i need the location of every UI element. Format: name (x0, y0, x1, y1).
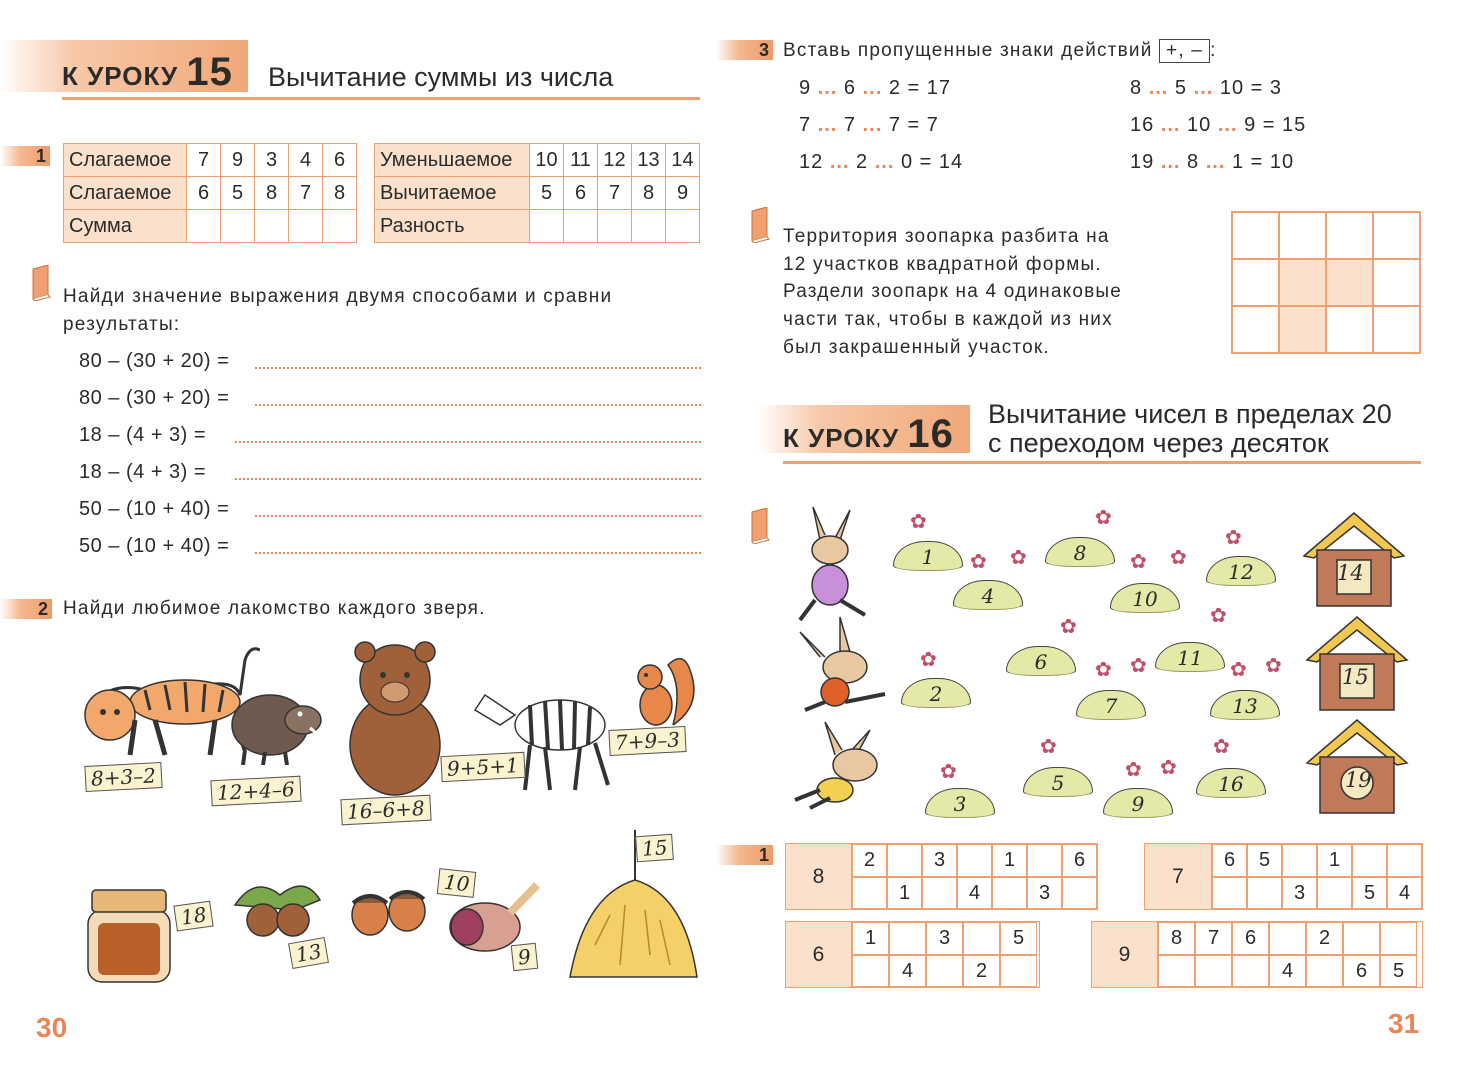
zoo-cell[interactable] (1373, 212, 1420, 259)
box-cell[interactable] (1282, 844, 1317, 877)
boar-illustration (225, 680, 325, 765)
box-cell[interactable] (852, 877, 887, 909)
house-number[interactable]: 15 (1342, 665, 1369, 689)
bear-illustration (340, 640, 450, 800)
book-icon (30, 265, 52, 301)
zoo-cell[interactable] (1326, 306, 1373, 353)
squirrel-illustration (628, 645, 703, 730)
flower-icon: ✿ (1170, 547, 1187, 569)
cell: 9 (221, 144, 255, 177)
flower-icon: ✿ (1225, 527, 1242, 549)
row-label: Уменьшаемое (375, 144, 530, 177)
task-instruction: Вставь пропущенные знаки действий (783, 40, 1153, 61)
sign-gap[interactable]: ... (829, 151, 850, 173)
number-hill[interactable]: 5 (1023, 767, 1093, 797)
lesson-title: Вычитание суммы из числа (268, 62, 614, 92)
box-cell[interactable] (887, 844, 922, 877)
flower-icon: ✿ (1210, 605, 1227, 627)
sign-gap[interactable]: ... (862, 77, 883, 99)
flower-icon: ✿ (920, 649, 937, 671)
box-cell[interactable] (1158, 955, 1195, 987)
number-hill[interactable]: 1 (893, 541, 963, 571)
flower-icon: ✿ (910, 511, 927, 533)
box-cell: 1 (852, 922, 889, 955)
box-cell[interactable] (1212, 877, 1247, 909)
box-cell[interactable] (963, 922, 1000, 955)
page-number: 31 (1388, 1008, 1420, 1039)
answer-cell[interactable] (187, 210, 221, 243)
expression: 80 – (30 + 20) = (79, 387, 230, 409)
lesson-label (783, 412, 954, 457)
number-tag: 18 (173, 901, 214, 932)
house-illustration (1299, 508, 1409, 608)
sign-gap[interactable]: ... (1193, 77, 1214, 99)
table-row (375, 210, 700, 243)
box-cell[interactable] (1232, 955, 1269, 987)
lesson-underline (783, 461, 1421, 464)
flower-icon: ✿ (1010, 547, 1027, 569)
zoo-cell[interactable] (1373, 306, 1420, 353)
task-text: Найди любимое лакомство каждого зверя. (63, 598, 486, 619)
flower-icon: ✿ (1060, 616, 1077, 638)
cell: 8 (323, 177, 357, 210)
flower-icon: ✿ (970, 551, 987, 573)
cell: 6 (323, 144, 357, 177)
decomposition-box (1144, 843, 1423, 910)
lesson-label (62, 50, 233, 95)
lesson-label-text: К УРОКУ (62, 61, 179, 91)
equation: 9 ... 6 ... 2 = 17 (799, 77, 952, 99)
lesson-label-text: К УРОКУ (783, 423, 900, 453)
decomposition-box (785, 843, 1098, 910)
flower-icon: ✿ (1230, 659, 1247, 681)
flower-icon: ✿ (1125, 759, 1142, 781)
row-label: Разность (375, 210, 530, 243)
box-cell[interactable] (1027, 844, 1062, 877)
expression-tag: 12+4–6 (210, 776, 301, 807)
box-cell[interactable] (852, 955, 889, 987)
zoo-cell-shaded[interactable] (1279, 306, 1326, 353)
cell: 5 (530, 177, 564, 210)
number-hill[interactable]: 7 (1076, 690, 1146, 720)
expression: 50 – (10 + 40) = (79, 498, 230, 520)
house-illustration (1302, 715, 1412, 815)
sign-gap[interactable]: ... (817, 77, 838, 99)
task-text: Вставь пропущенные знаки действий +, – : (783, 40, 1217, 61)
nuts-illustration (225, 875, 325, 945)
lesson-underline (62, 97, 700, 100)
addend-table (63, 143, 357, 243)
box-head: 7 (1145, 844, 1212, 909)
answer-cell[interactable] (289, 210, 323, 243)
zoo-cell[interactable] (1232, 212, 1279, 259)
number-hill[interactable]: 3 (925, 788, 995, 818)
equation: 7 ... 7 ... 7 = 7 (799, 114, 939, 136)
flower-icon: ✿ (1040, 736, 1057, 758)
box-cell[interactable] (1062, 877, 1097, 909)
cell: 4 (289, 144, 323, 177)
zoo-cell[interactable] (1232, 259, 1279, 306)
number-hill[interactable]: 6 (1006, 646, 1076, 676)
sign-gap[interactable]: ... (1160, 151, 1181, 173)
table-row (64, 210, 357, 243)
row-label: Вычитаемое (375, 177, 530, 210)
number-hill[interactable]: 10 (1110, 583, 1180, 613)
sign-gap[interactable]: ... (817, 114, 838, 136)
flower-icon: ✿ (1095, 659, 1112, 681)
box-cell: 4 (957, 877, 992, 909)
haystack-illustration (565, 825, 700, 980)
box-head: 8 (786, 844, 852, 909)
equation: 19 ... 8 ... 1 = 10 (1130, 151, 1295, 173)
answer-line[interactable] (235, 478, 701, 480)
row-label: Сумма (64, 210, 187, 243)
zoo-cell[interactable] (1232, 306, 1279, 353)
answer-cell[interactable] (323, 210, 357, 243)
box-cell: 1 (1317, 844, 1352, 877)
box-cell: 6 (1062, 844, 1097, 877)
zoo-cell[interactable] (1279, 212, 1326, 259)
box-cell: 5 (1000, 922, 1037, 955)
box-cell: 3 (1282, 877, 1317, 909)
box-cell[interactable] (1306, 955, 1343, 987)
expression-tag: 7+9–3 (608, 726, 686, 756)
box-cell[interactable] (889, 922, 926, 955)
zoo-grid[interactable] (1231, 211, 1421, 354)
flower-icon: ✿ (1213, 736, 1230, 758)
sign-gap[interactable]: ... (862, 114, 883, 136)
cell: 8 (632, 177, 666, 210)
box-cell[interactable] (1269, 922, 1306, 955)
box-head: 6 (786, 922, 852, 987)
number-hill[interactable]: 9 (1103, 788, 1173, 818)
cell: 6 (564, 177, 598, 210)
number-hill[interactable]: 8 (1045, 537, 1115, 567)
box-cell[interactable] (1317, 877, 1352, 909)
number-hill[interactable]: 16 (1196, 768, 1266, 798)
box-cell[interactable] (926, 955, 963, 987)
expression: 80 – (30 + 20) = (79, 350, 230, 372)
sign-gap[interactable]: ... (1160, 114, 1181, 136)
sign-gap[interactable]: ... (1205, 151, 1226, 173)
flower-icon: ✿ (1130, 551, 1147, 573)
table-row (64, 144, 357, 177)
answer-line[interactable] (255, 552, 701, 554)
box-cell: 8 (1158, 922, 1195, 955)
cell: 13 (632, 144, 666, 177)
equation: 12 ... 2 ... 0 = 14 (799, 151, 964, 173)
expression-tag: 9+5+1 (440, 752, 525, 782)
house-illustration (1302, 612, 1412, 712)
flower-icon: ✿ (940, 761, 957, 783)
task-text: результаты: (63, 314, 181, 335)
number-hill[interactable]: 2 (901, 678, 971, 708)
page-number: 30 (36, 1012, 68, 1043)
number-tag: 15 (635, 834, 674, 863)
box-cell: 2 (1306, 922, 1343, 955)
answer-cell[interactable] (221, 210, 255, 243)
answer-line[interactable] (255, 404, 701, 406)
cell: 7 (187, 144, 221, 177)
flower-icon: ✿ (1095, 507, 1112, 529)
cell: 5 (221, 177, 255, 210)
expression: 18 – (4 + 3) = (79, 461, 207, 483)
subtraction-table (374, 143, 700, 243)
number-tag: 10 (437, 868, 477, 898)
box-cell[interactable] (992, 877, 1027, 909)
box-cell[interactable] (1000, 955, 1037, 987)
expression-tag: 8+3–2 (84, 762, 162, 792)
box-head: 9 (1092, 922, 1158, 987)
number-hill[interactable]: 12 (1206, 556, 1276, 586)
box-cell: 1 (992, 844, 1027, 877)
task-number: 3 (716, 40, 773, 60)
box-cell: 3 (922, 844, 957, 877)
cell: 11 (564, 144, 598, 177)
rabbit-illustration (795, 505, 875, 625)
sign-gap[interactable]: ... (874, 151, 895, 173)
box-cell[interactable] (1247, 877, 1282, 909)
box-cell[interactable] (1343, 922, 1380, 955)
table-row (375, 177, 700, 210)
cell: 10 (530, 144, 564, 177)
book-icon (749, 207, 771, 243)
number-tag: 9 (511, 943, 538, 971)
answer-cell[interactable] (564, 210, 598, 243)
task-text: был закрашенный участок. (783, 337, 1050, 358)
answer-line[interactable] (255, 367, 701, 369)
zoo-cell-shaded[interactable] (1326, 259, 1373, 306)
box-cell: 6 (1212, 844, 1247, 877)
sign-gap[interactable]: ... (1148, 77, 1169, 99)
zoo-cell[interactable] (1326, 212, 1373, 259)
task-text: 12 участков квадратной формы. (783, 254, 1102, 275)
answer-line[interactable] (255, 515, 701, 517)
box-cell[interactable] (1195, 955, 1232, 987)
lesson-number: 15 (186, 50, 233, 94)
house-number[interactable]: 14 (1337, 561, 1364, 585)
answer-cell[interactable] (632, 210, 666, 243)
sign-gap[interactable]: ... (1217, 114, 1238, 136)
table-row (64, 177, 357, 210)
cell: 7 (289, 177, 323, 210)
answer-cell[interactable] (255, 210, 289, 243)
box-cell: 1 (887, 877, 922, 909)
decomposition-box (785, 921, 1040, 988)
answer-cell[interactable] (666, 210, 700, 243)
row-label: Слагаемое (64, 177, 187, 210)
box-cell: 3 (926, 922, 963, 955)
box-cell[interactable] (1387, 844, 1422, 877)
cell: 8 (255, 177, 289, 210)
box-cell: 6 (1343, 955, 1380, 987)
task-text: части так, чтобы в каждой из них (783, 309, 1113, 330)
box-cell: 4 (1387, 877, 1422, 909)
box-cell[interactable] (1380, 922, 1417, 955)
task-number: 2 (0, 599, 52, 619)
box-cell: 7 (1195, 922, 1232, 955)
table-row (375, 144, 700, 177)
cell: 12 (598, 144, 632, 177)
box-cell[interactable] (922, 877, 957, 909)
house-number[interactable]: 19 (1345, 768, 1372, 792)
operations-box: +, – (1159, 39, 1210, 63)
cell: 7 (598, 177, 632, 210)
equation: 16 ... 10 ... 9 = 15 (1130, 114, 1307, 136)
lesson-number: 16 (907, 412, 954, 456)
expression-tag: 16–6+8 (340, 795, 431, 826)
task-text: Территория зоопарка разбита на (783, 226, 1110, 247)
number-tag: 13 (288, 937, 329, 969)
task-text: Найди значение выражения двумя способами и сравни (63, 286, 613, 307)
cell: 6 (187, 177, 221, 210)
box-cell: 6 (1232, 922, 1269, 955)
number-hill[interactable]: 4 (953, 580, 1023, 610)
flower-icon: ✿ (1130, 655, 1147, 677)
task-text: Раздели зоопарк на 4 одинаковые (783, 281, 1123, 302)
number-hill[interactable]: 13 (1210, 690, 1280, 720)
lesson-title: Вычитание чисел в пределах 20 (988, 399, 1392, 429)
box-cell: 4 (1269, 955, 1306, 987)
answer-cell[interactable] (598, 210, 632, 243)
number-hill[interactable]: 11 (1155, 642, 1225, 672)
flower-icon: ✿ (1160, 757, 1177, 779)
box-cell: 3 (1027, 877, 1062, 909)
zoo-cell[interactable] (1373, 259, 1420, 306)
box-cell: 5 (1352, 877, 1387, 909)
book-icon (749, 508, 771, 544)
box-cell[interactable] (957, 844, 992, 877)
cell: 9 (666, 177, 700, 210)
box-cell: 2 (963, 955, 1000, 987)
rabbit-illustration (795, 612, 890, 712)
answer-line[interactable] (235, 441, 701, 443)
box-cell: 5 (1247, 844, 1282, 877)
box-cell: 2 (852, 844, 887, 877)
rabbit-illustration (790, 720, 885, 810)
flower-icon: ✿ (1265, 655, 1282, 677)
box-cell: 4 (889, 955, 926, 987)
expression: 18 – (4 + 3) = (79, 424, 207, 446)
answer-cell[interactable] (530, 210, 564, 243)
cell: 14 (666, 144, 700, 177)
box-cell: 5 (1380, 955, 1417, 987)
jam-jar-illustration (80, 885, 180, 985)
task-number: 1 (0, 146, 50, 166)
zoo-cell-shaded[interactable] (1279, 259, 1326, 306)
task-number: 1 (716, 845, 773, 865)
row-label: Слагаемое (64, 144, 187, 177)
acorns-illustration (345, 875, 435, 940)
expression: 50 – (10 + 40) = (79, 535, 230, 557)
cell: 3 (255, 144, 289, 177)
decomposition-box (1091, 921, 1423, 988)
equation: 8 ... 5 ... 10 = 3 (1130, 77, 1283, 99)
box-cell[interactable] (1352, 844, 1387, 877)
lesson-title: с переходом через десяток (988, 428, 1329, 458)
